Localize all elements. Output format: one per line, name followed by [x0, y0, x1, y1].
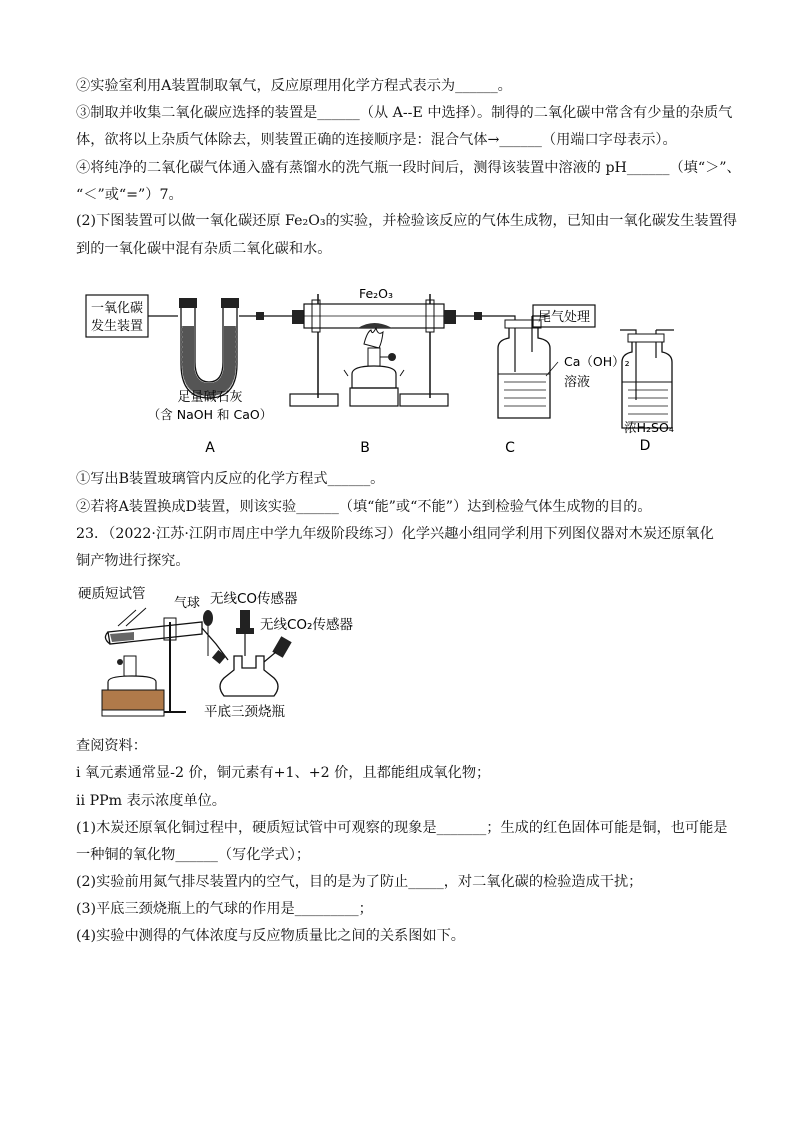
reference-item: ⅰ 氧元素通常显-2 价，铜元素有+1、+2 价，且都能组成氧化物； — [76, 765, 491, 781]
question-line: (4)实验中测得的气体浓度与反应物质量比之间的关系图如下。 — [76, 928, 465, 944]
question-line: ②若将A装置换成D装置，则该实验______（填“能”或“不能”）达到检验气体生成物的目的。 — [76, 499, 652, 515]
question-line: ③制取并收集二氧化碳应选择的装置是______（从 A--E 中选择）。制得的二氧化碳中常含有少量的杂质气 — [76, 105, 733, 121]
question-23-title: 23．（2022·江苏·江阴市周庄中学九年级阶段练习）化学兴趣小组同学利用下列图仪器对木炭还原氧化 — [76, 526, 714, 542]
question-line: 体，欲将以上杂质气体除去，则装置正确的连接顺序是：混合气体→______（用端口字母表示）。 — [76, 132, 677, 148]
reference-heading: 查阅资料： — [76, 738, 147, 754]
soda-lime-label-1: 足量碱石灰 — [177, 390, 243, 405]
sulfuric-acid-bottle-d — [620, 330, 674, 428]
co-generator-label-1: 一氧化碳 — [90, 301, 144, 316]
u-tube-soda-lime — [179, 298, 292, 398]
question-line: (2)实验前用氮气排尽装置内的空气，目的是为了防止_____，对二氧化碳的检验造成干扰； — [76, 874, 643, 890]
balloon-label: 气球 — [174, 596, 201, 611]
fe2o3-label: Fe₂O₃ — [358, 286, 394, 301]
charcoal-reduction-apparatus-figure — [76, 582, 376, 722]
apparatus-letter-b: B — [360, 440, 370, 456]
question-line: ④将纯净的二氧化碳气体通入盛有蒸馏水的洗气瓶一段时间后，测得该装置中溶液的 pH______（填“＞”、 — [76, 160, 741, 176]
conc-acid-label: 浓H₂SO₄ — [624, 420, 674, 435]
soda-lime-label-2: （含 NaOH 和 CaO） — [147, 407, 273, 422]
question-line: (1)木炭还原氧化铜过程中，硬质短试管中可观察的现象是_______；生成的红色固体可能是铜，也可能是 — [76, 820, 728, 836]
question-line: (2)下图装置可以做一氧化碳还原 Fe₂O₃的实验，并检验该反应的气体生成物，已知由一氧化碳发生装置得 — [76, 213, 737, 229]
limewater-bottle-c — [498, 316, 558, 418]
limewater-label-2: 溶液 — [564, 375, 591, 390]
question-23-title-cont: 铜产物进行探究。 — [76, 553, 190, 569]
question-line: 到的一氧化碳中混有杂质二氧化碳和水。 — [76, 241, 332, 257]
co-sensor-label: 无线CO传感器 — [210, 591, 298, 607]
question-line: ①写出B装置玻璃管内反应的化学方程式______。 — [76, 471, 385, 487]
tube-label: 硬质短试管 — [78, 586, 146, 602]
question-line: “＜”或“=”）7。 — [76, 187, 183, 203]
question-line: 一种铜的氧化物______（写化学式）； — [76, 847, 311, 863]
tail-gas-label: 尾气处理 — [537, 310, 591, 325]
combustion-tube-b — [290, 294, 500, 406]
co2-sensor-label: 无线CO₂传感器 — [260, 617, 353, 633]
question-line: (3)平底三颈烧瓶上的气球的作用是_________； — [76, 901, 373, 917]
reference-item: ⅱ PPm 表示浓度单位。 — [76, 793, 226, 809]
limewater-label-1: Ca（OH）₂ — [564, 354, 630, 369]
co-generator-label-2: 发生装置 — [90, 319, 144, 334]
flask-label: 平底三颈烧瓶 — [204, 704, 285, 720]
apparatus-letter-a: A — [205, 440, 215, 456]
question-line: ②实验室利用A装置制取氧气，反应原理用化学方程式表示为______。 — [76, 78, 512, 94]
co-reduction-apparatus-figure — [80, 276, 720, 460]
apparatus-letter-d: D — [639, 438, 651, 454]
apparatus-letter-c: C — [505, 440, 515, 456]
